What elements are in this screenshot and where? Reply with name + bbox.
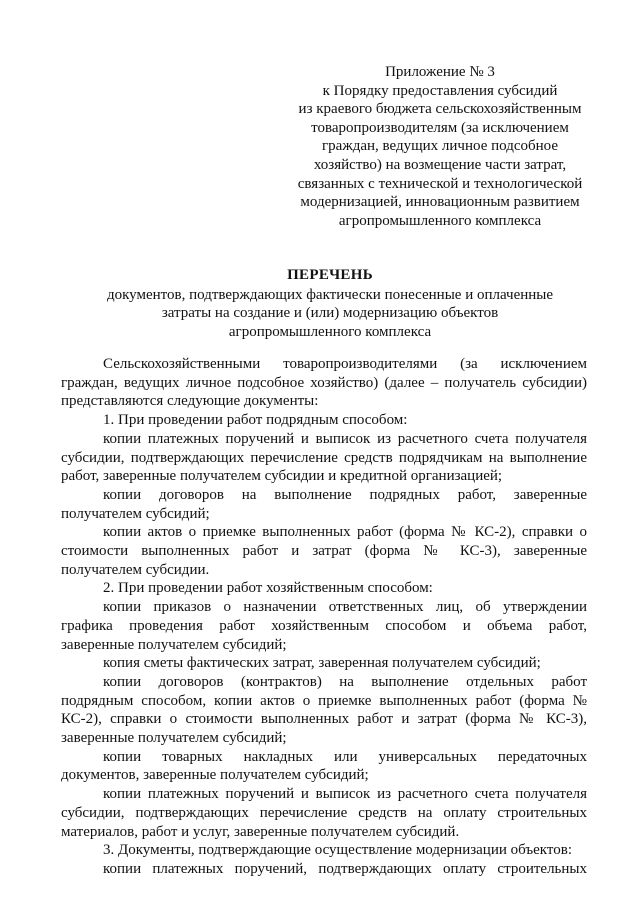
- body-paragraph: [61, 523, 587, 579]
- body-line: копия сметы фактических затрат, заверенная получателем субсидий;: [103, 655, 541, 672]
- body-line: заверенные получателем субсидий;: [61, 636, 287, 653]
- body-line: 2. При проведении работ хозяйственным способом:: [103, 580, 433, 597]
- body-line: получателем субсидии.: [61, 561, 210, 578]
- body-paragraph: [61, 841, 587, 860]
- body-line: граждан, ведущих личное подсобное хозяйство) (далее – получатель субсидии): [61, 374, 587, 391]
- appendix-line: Приложение № 3: [385, 64, 495, 80]
- body-paragraph: [61, 411, 587, 430]
- appendix-header: [290, 63, 590, 230]
- document-title: [60, 266, 600, 341]
- body-paragraph: [61, 654, 587, 673]
- body-line: стоимости выполненных работ и затрат (форма № КС-3), заверенные: [61, 543, 587, 560]
- body-line: документов, заверенные получателем субсидий;: [61, 767, 369, 784]
- body-line: представляются следующие документы:: [61, 393, 319, 410]
- body-line: получателем субсидий;: [61, 505, 210, 522]
- appendix-line: агропромышленного комплекса: [338, 212, 542, 229]
- title-heading: ПЕРЕЧЕНЬ: [287, 267, 373, 283]
- body-paragraph: [61, 430, 587, 486]
- body-paragraph: [61, 748, 587, 785]
- body-line: подрядным способом, копии актов о приемке выполненных работ (форма №: [61, 692, 587, 709]
- body-line: Сельскохозяйственными товаропроизводителями (за исключением: [103, 356, 587, 372]
- body-line: графика проведения работ хозяйственным способом и объема работ,: [61, 617, 587, 634]
- body-line: материалов, работ и услуг, заверенные получателем субсидий.: [61, 823, 460, 840]
- body-line: КС-2), справки о стоимости выполненных работ и затрат (форма № КС-3),: [61, 711, 587, 728]
- body-line: копии платежных поручений и выписок из расчетного счета получателя: [103, 786, 587, 803]
- title-subtitle-line: затраты на создание и (или) модернизацию объектов: [161, 305, 499, 322]
- body-line: субсидии, подтверждающих перечисление средств на оплату строительных: [61, 804, 587, 821]
- body-line: копии договоров на выполнение подрядных работ, заверенные: [103, 486, 587, 503]
- body-paragraph: [61, 579, 587, 598]
- body-line: 1. При проведении работ подрядным способом:: [103, 412, 408, 429]
- appendix-line: граждан, ведущих личное подсобное: [322, 138, 558, 155]
- body-paragraph: [61, 785, 587, 841]
- appendix-line: товаропроизводителям (за исключением: [311, 119, 569, 136]
- appendix-line: хозяйство) на возмещение части затрат,: [313, 156, 567, 173]
- body-line: копии актов о приемке выполненных работ (форма № КС-2), справки о: [103, 524, 587, 541]
- body-paragraph: [61, 673, 587, 748]
- appendix-line: связанных с технической и технологической: [297, 175, 583, 192]
- body-line: копии платежных поручений, подтверждающих оплату строительных: [103, 860, 587, 877]
- document-body: [61, 355, 587, 879]
- body-paragraph: [61, 598, 587, 654]
- appendix-line: модернизацией, инновационным развитием: [300, 194, 580, 211]
- body-line: субсидии, подтверждающих перечисление средств подрядчикам на выполнение: [61, 449, 587, 466]
- appendix-line: к Порядку предоставления субсидий: [322, 82, 558, 99]
- body-line: копии приказов о назначении ответственных лиц, об утверждении: [103, 599, 587, 616]
- body-paragraph: [61, 486, 587, 523]
- body-line: заверенные получателем субсидий;: [61, 730, 287, 747]
- title-subtitle-line: агропромышленного комплекса: [228, 323, 432, 340]
- title-subtitle-line: документов, подтверждающих фактически понесенные и оплаченные: [106, 286, 554, 303]
- body-line: копии договоров (контрактов) на выполнение отдельных работ: [103, 673, 587, 690]
- body-paragraph: [61, 355, 587, 411]
- body-line: 3. Документы, подтверждающие осуществление модернизации объектов:: [103, 842, 573, 859]
- appendix-line: из краевого бюджета сельскохозяйственным: [298, 101, 582, 118]
- body-line: работ, заверенные получателем субсидии и кредитной организацией;: [61, 468, 503, 485]
- body-line: копии товарных накладных или универсальных передаточных: [103, 748, 587, 765]
- body-line: копии платежных поручений и выписок из расчетного счета получателя: [103, 430, 587, 447]
- body-paragraph: [61, 860, 587, 879]
